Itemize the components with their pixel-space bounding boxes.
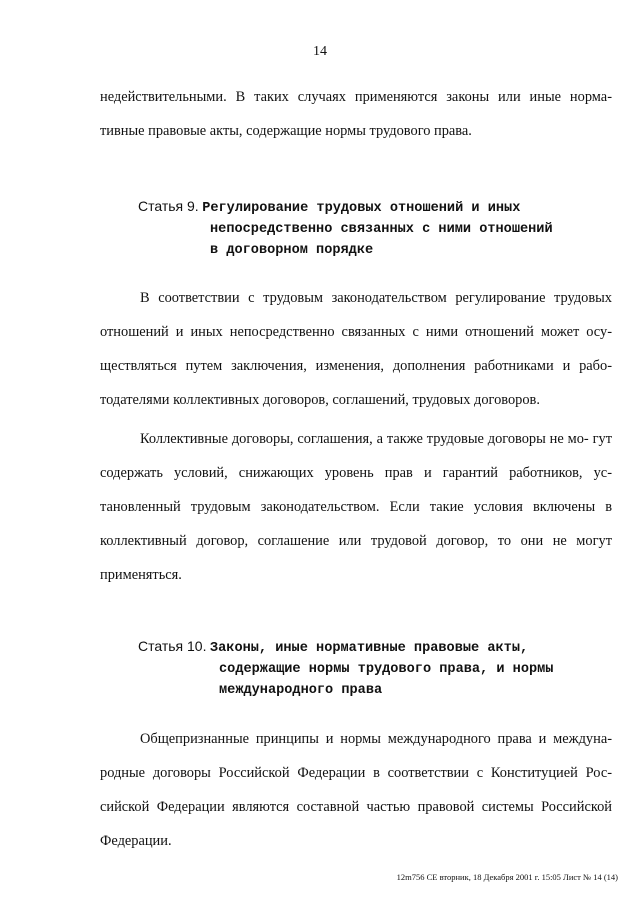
text-line: коллективный договор, соглашение или трудовой договор, то они не могут <box>100 533 612 549</box>
article-9-title-line: Регулирование трудовых отношений и иных <box>202 201 521 216</box>
article-9-heading <box>138 196 618 261</box>
text-line: отношений и иных непосредственно связанных с ними отношений может осу- <box>100 324 612 340</box>
article-10-title-line: содержащие нормы трудового права, и нормы <box>219 662 554 677</box>
text-line: Общепризнанные принципы и нормы международного права и междуна- <box>140 731 612 747</box>
text-line: тановленный трудовым законодательством. Если такие условия включены в <box>100 499 612 515</box>
article-10-title-line: международного права <box>219 683 383 698</box>
text-line: сийской Федерации являются составной частью правовой системы Российской <box>100 799 612 815</box>
article-10-title-line: Законы, иные нормативные правовые акты, <box>209 641 529 656</box>
text-line: недействительными. В таких случаях применяются законы или иные норма- <box>100 89 612 105</box>
text-line: тивные правовые акты, содержащие нормы трудового права. <box>100 123 472 139</box>
article-10-paragraph-1 <box>100 722 612 858</box>
text-line: В соответствии с трудовым законодательством регулирование трудовых <box>140 290 612 306</box>
intro-paragraph <box>100 80 612 148</box>
article-9-label: Статья 9. <box>138 198 199 214</box>
text-line: Федерации. <box>100 833 172 849</box>
text-line: применяться. <box>100 567 182 583</box>
article-9-title-line: непосредственно связанных с ними отношений <box>210 222 553 237</box>
text-line: гут содержать условий, снижающих уровень прав и гарантий работников, ус- <box>100 431 612 481</box>
page-number: 14 <box>313 44 327 59</box>
text-line: тодателями коллективных договоров, соглашений, трудовых договоров. <box>100 392 540 408</box>
article-9-paragraph-2 <box>100 422 612 592</box>
footer-print-info: 12m756 СЕ вторник, 18 Декабря 2001 г. 15:05 Лист № 14 (14) <box>396 872 618 882</box>
article-9-title-line: в договорном порядке <box>210 243 374 258</box>
article-10-label: Статья 10. <box>138 638 207 654</box>
text-line: Коллективные договоры, соглашения, а также трудовые договоры не мо- <box>140 431 589 447</box>
article-9-paragraph-1 <box>100 281 612 417</box>
text-line: ществляться путем заключения, изменения, дополнения работниками и рабо- <box>100 358 612 374</box>
text-line: родные договоры Российской Федерации в соответствии с Конституцией Рос- <box>100 765 612 781</box>
article-10-heading <box>138 636 618 701</box>
